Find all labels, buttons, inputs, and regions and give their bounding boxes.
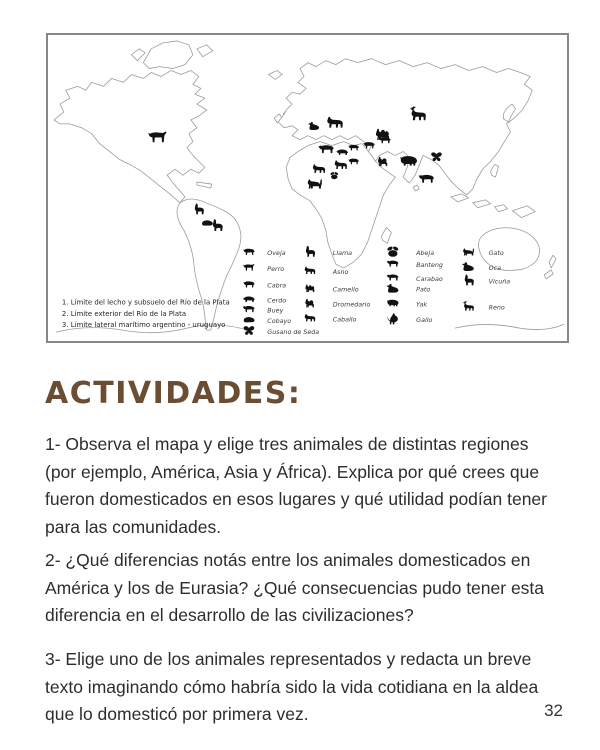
legend-icon-rooster: [388, 313, 398, 324]
legend-label: Gusano de Seda: [267, 329, 320, 337]
legend-icon-horse: [305, 314, 316, 321]
legend-label: Vicuña: [488, 278, 511, 286]
legend-label: Perro: [267, 265, 285, 273]
map-note-2: 2. Límite exterior del Río de la Plata: [61, 309, 187, 318]
legend-label: Gato: [488, 250, 504, 258]
legend-icon-butterfly: [244, 326, 255, 335]
map-animal-carabao: [419, 175, 434, 183]
legend-label: Dromedario: [332, 301, 371, 309]
legend-label: Reno: [488, 304, 505, 312]
legend-icon-cat: [463, 248, 474, 255]
activity-2: 2- ¿Qué diferencias notás entre los animales domesticados en América y los de Eurasia? ¿Qué consecuencias pudo tener esta diferencia en el desarrollo de las civilizaciones?: [45, 550, 545, 625]
legend-icon-llama: [306, 246, 315, 257]
legend-label: Abeja: [416, 250, 435, 258]
legend-label: Cabra: [267, 282, 287, 290]
legend-icon-duck: [387, 284, 398, 293]
map-animal-dromedario: [378, 157, 387, 166]
legend-label: Pato: [416, 286, 431, 294]
map-note-3: 3. Límite lateral marítimo argentino - uruguayo: [61, 321, 226, 330]
legend-icon-donkey: [305, 267, 316, 274]
legend-label: Oveja: [267, 250, 286, 258]
legend-label: Asno: [332, 268, 349, 276]
legend-icon-pig: [243, 297, 254, 303]
page-number: 32: [544, 701, 563, 720]
legend-icon-bee: [387, 246, 399, 257]
legend-icon-yak: [387, 300, 399, 307]
legend-label: Llama: [332, 250, 353, 258]
legend-label: Cerdo: [267, 297, 287, 305]
legend-label: Gallo: [416, 317, 433, 325]
legend-icon-dromedary: [305, 299, 314, 308]
activity-1: 1- Observa el mapa y elige tres animales de distintas regiones (por ejemplo, América, Asia y África). Explica por qué crees que fueron domesticados en esos lugares y qué utilidad podían tener para las comunidades.: [45, 434, 547, 537]
activities-heading: ACTIVIDADES:: [45, 376, 302, 411]
legend-label: Camello: [332, 286, 359, 294]
world-map-svg: [48, 35, 567, 341]
legend-icon-goose: [463, 262, 474, 271]
legend-icon-banteng: [387, 261, 399, 267]
legend-label: Yak: [416, 301, 428, 309]
legend-label: Oca: [488, 264, 501, 272]
activity-3: 3- Elige uno de los animales representados y redacta un breve texto imaginando cómo habría sido la vida cotidiana en la aldea que lo domesticó por primera vez.: [45, 649, 539, 724]
legend-icon-guineapig: [244, 317, 255, 322]
map-note-1: 1. Límite del lecho y subsuelo del Río de la Plata: [61, 298, 230, 307]
legend-icon-sheep: [243, 249, 254, 255]
world-map-figure: [46, 33, 569, 343]
legend-icon-camel: [305, 284, 314, 292]
legend-icon-goat: [243, 281, 254, 287]
legend-label: Cobayo: [267, 318, 292, 326]
legend-icon-vicuna: [465, 275, 474, 286]
legend-label: Banteng: [416, 261, 443, 269]
legend-label: Buey: [267, 307, 284, 315]
legend-icon-ox: [243, 306, 255, 312]
legend-label: Caballo: [332, 316, 357, 324]
legend-icon-buffalo: [387, 274, 399, 280]
legend-icon-reindeer: [463, 301, 473, 310]
legend-label: Carabao: [416, 275, 443, 283]
legend-icon-dog: [243, 264, 254, 271]
